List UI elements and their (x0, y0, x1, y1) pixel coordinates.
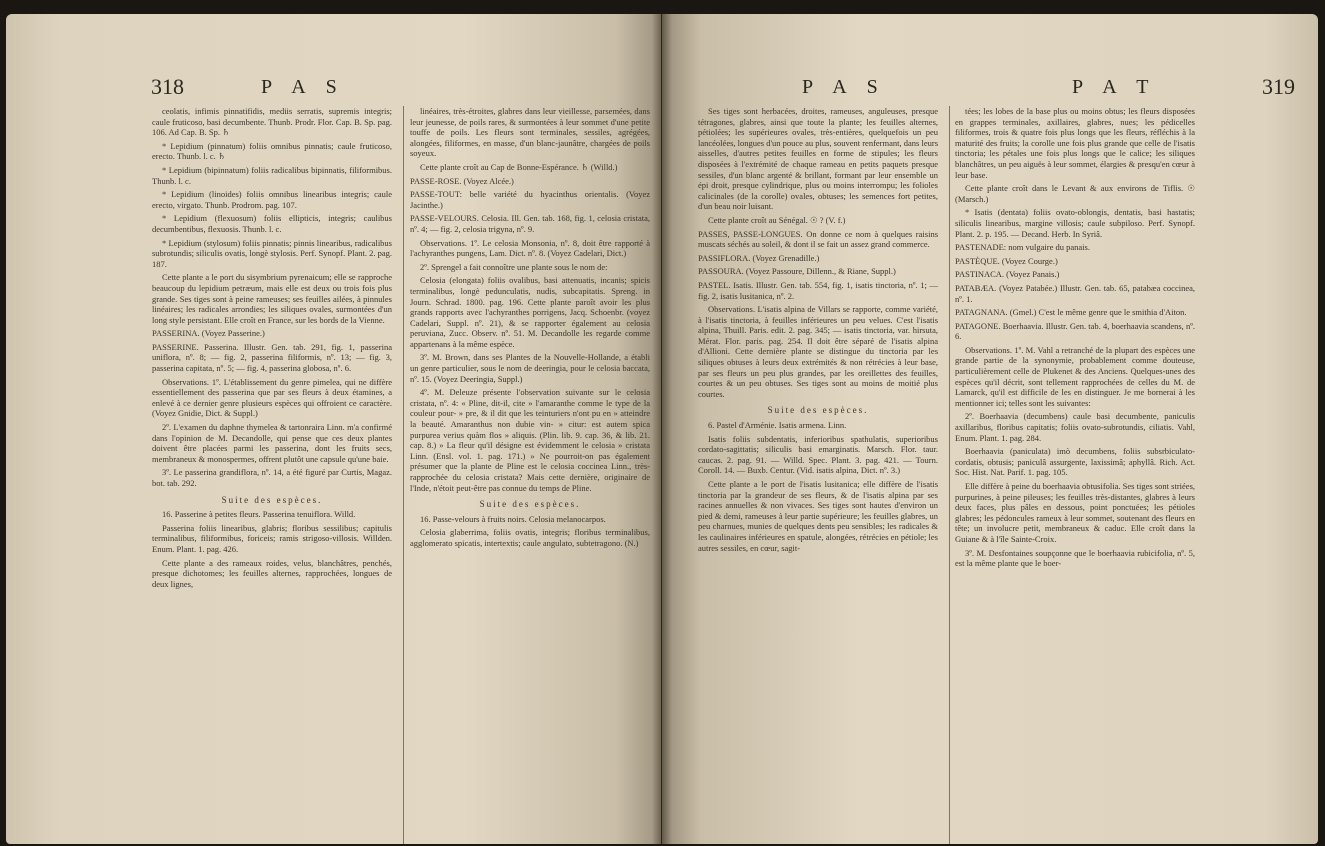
paragraph: ceolatis, infimis pinnatifidis, mediis serratis, supremis integris; caule fruticoso, basi decumbente. Thunb. Prodr. Flor. Cap. B. Sp. pag. 106. Ad Cap. B. Sp. ♄ (152, 106, 392, 138)
paragraph: PASTINACA. (Voyez Panais.) (955, 269, 1060, 280)
paragraph: PATAGONE. Boerhaavia. Illustr. Gen. tab. 4, boerhaavia scandens, nº. 6. (955, 320, 1195, 342)
paragraph: 16. Passerine à petites fleurs. Passerina tenuiflora. Willd. (162, 509, 356, 520)
section-heading: Suite des espèces. (479, 499, 581, 510)
page-number: 319 (1262, 74, 1295, 99)
paragraph: 3º. M. Brown, dans ses Plantes de la Nouvelle-Hollande, a établi un genre particulier, sous le nom de deeringia, pour le celosia baccata, nº. 15. (Voyez Deeringia, Suppl.) (410, 352, 650, 384)
paragraph: tées; les lobes de la base plus ou moins obtus; les fleurs disposées en grappes terminales, axillaires, glabres, nues; les pédicelles filiformes, trois & quatre fois plus longs que les fleurs, réfléchis à la maturité des fruits; la corolle une fois plus grande que celle de l'isatis tinctoria; les pétales une fois plus longs que le calice; les siliques blanchâtres, un peu aiguës à leur sommet, élargies & presqu'en cœur à leur base. (955, 106, 1195, 180)
paragraph: PASSERINE. Passerina. Illustr. Gen. tab. 291, fig. 1, passerina uniflora, nº. 8; — fig. 2, passerina filiformis, nº. 13; — fig. 3, passerina capitata, nº. 5; — fig. 4, passerina globosa, nº. 6. (152, 341, 392, 374)
paragraph: Observations. 1º. L'établissement du genre pimelea, qui ne diffère essentiellement des passerina que par ses fleurs à deux étamines, a enlevé à ce dernier genre plusieurs espèces qui offroient ce caractère. (Voyez Gnidie, Dict. & Suppl.) (152, 376, 392, 419)
paragraph: PASSOURA. (Voyez Passoure, Dillenn., & Riane, Suppl.) (698, 266, 896, 277)
paragraph: Cette plante a le port de l'isatis lusitanica; elle diffère de l'isatis tinctoria par la grandeur de ses fleurs, & de l'isatis alpina par ses racines annuelles & non vivaces. Ses tiges sont hautes d'environ un pied & demi, rameuses à leur partie supérieure; les feuilles glabres, un peu charnues, munies de quelques dents peu sensibles; les radicales & les caulinaires inférieures en spatule, alongées, rétrécies en pétiole; les autres sessiles, en cœur, sagit- (698, 479, 938, 553)
paragraph: * Lepidium (stylosum) foliis pinnatis; pinnis linearibus, radicalibus subrotundis; siliculis ovatis, longè stylosis. Perf. Synopf. Plant. 2. pag. 187. (152, 237, 392, 269)
right-column-2 (955, 106, 1195, 572)
paragraph: Celosia glaberrima, foliis ovatis, integris; floribus terminalibus, agglomerato spicatis, intertextis; caule angulato, subtetragono. (N.) (410, 527, 650, 548)
paragraph: Observations. 1º. Le celosia Monsonia, nº. 8, doit être rapporté à l'achyranthes pungens, Lam. Dict. nº. 8. (Voyez Cadelari, Dict.) (410, 237, 650, 259)
paragraph: 3º. M. Desfontaines soupçonne que le boerhaavia rubicifolia, nº. 5, est la même plante que le boer- (955, 547, 1195, 569)
paragraph: * Lepidium (linoides) foliis omnibus linearibus integris; caule erecto, virgato. Thunb. Prodrom. pag. 107. (152, 189, 392, 210)
section-heading: Suite des espèces. (767, 405, 869, 416)
paragraph: * Lepidium (pinnatum) foliis omnibus pinnatis; caule fruticoso, erecto. Thunb. l. c. ♄ (152, 140, 392, 162)
paragraph: Passerina foliis linearibus, glabris; floribus sessilibus; capitulis terminalibus, filiformibus, foriceis; ramis strigoso-villosis. Willden. Enum. Plant. 1. pag. 426. (152, 522, 392, 554)
right-column-1 (698, 106, 938, 556)
paragraph: 2º. Sprengel a fait connoître une plante sous le nom de: (420, 261, 608, 272)
paragraph: Cette plante croît au Sénégal. ☉ ? (V. f.) (708, 214, 846, 225)
paragraph: * Lepidium (bipinnatum) foliis radicalibus bipinnatis, filiformibus. Thunb. l. c. (152, 164, 392, 186)
paragraph: 2º. Boerhaavia (decumbens) caule basi decumbente, paniculis axillaribus, floribus capitatis; foliis ovato-subrotundis, ciliatis. Vahl, Enum. Plant. 1. pag. 284. (955, 411, 1195, 443)
column-divider (403, 106, 404, 844)
paragraph: 3º. Le passerina grandiflora, nº. 14, a été figuré par Curtis, Magaz. bot. tab. 292. (152, 467, 392, 488)
paragraph: PATABÆA. (Voyez Patabée.) Illustr. Gen. tab. 65, patabæa coccinea, nº. 1. (955, 282, 1195, 304)
paragraph: PASSE-ROSE. (Voyez Alcée.) (410, 175, 514, 186)
page-number: 318 (151, 74, 184, 99)
paragraph: 4º. M. Deleuze présente l'observation suivante sur le celosia cristata, nº. 4: « Pline, dit-il, cite » l'amaranthe comme le type de la couleur pour- » pre, & il dit que les teinturiers n'ont pu en » atteindre la beauté. Amaranthus non dubie vin- » citur: est autem spica purpurea verius quàm flos » aliquis. (Plin. lib. 9. cap. 36, & lib. 21. cap. 8.) » La fleur qu'il désigne est évidemment le celosia » cristata Linn. (Ensl. vol. 1. pag. 171.) » Ne pourroit-on pas également présumer que la plante de Pline est le celosia coccinea Linn., très-rapprochée du celosia cristata? Mais cette dernière, originaire de l'Inde, n'étoit peut-être pas connue du temps de Pline. (410, 387, 650, 493)
paragraph: 16. Passe-velours à fruits noirs. Celosia melanocarpos. (420, 513, 606, 524)
section-heading: Suite des espèces. (221, 494, 323, 505)
paragraph: PATAGNANA. (Gmel.) C'est le même genre que le smithia d'Aiton. (955, 307, 1187, 318)
paragraph: Cette plante a le port du sisymbrium pyrenaicum; elle se rapproche beaucoup du lepidium petræum, mais elle est deux ou trois fois plus grande. Ses tiges sont à peine rameuses; ses feuilles ailées, à pinnules linéaires; les radicales arrondies; les siliques ovales, surmontées d'un long style persistant. Elle croît en France, sur les bords de la Vienne. (152, 272, 392, 325)
paragraph: PASSE-TOUT: belle variété du hyacinthus orientalis. (Voyez Jacinthe.) (410, 189, 650, 210)
paragraph: Boerhaavia (paniculata) imò decumbens, foliis subsrbiculato-cordatis, obtusis; paniculâ assurgente, laxissimâ; aphyllâ. Rich. Act. Soc. Hist. Nat. Parif. 1. pag. 105. (955, 446, 1195, 478)
paragraph: Observations. L'isatis alpina de Villars se rapporte, comme variété, à l'isatis tinctoria, à feuilles inférieures un peu velues. C'est l'isatis alpina, Thuill. Paris. edit. 2. pag. 345; — isatis tinctoria, var. hirsuta, Mérat. Flor. paris. pag. 254. Il doit être séparé de l'isatis alpina d'Allioni. Cette dernière plante se distingue du tinctoria par les siliques obtuses à leurs deux extrémités & non rétrécies à leur base, par ses fleurs un peu plus grandes, par les oreillettes des feuilles, courtes & un peu obtuses. Ses tiges sont au moins de moitié plus courtes. (698, 304, 938, 399)
column-divider (949, 106, 950, 844)
paragraph: Isatis foliis subdentatis, inferioribus spathulatis, superioribus cordato-sagittatis; siliculis basi emarginatis. Marsch. Flor. taur. caucas. 2. pag. 91. — Willd. Spec. Plant. 3. pag. 421. — Tourn. Coroll. 14. — Buxb. Centur. (Vid. isatis alpina, Dict. nº. 3.) (698, 433, 938, 476)
paragraph: 6. Pastel d'Arménie. Isatis armena. Linn. (708, 420, 847, 431)
paragraph: * Isatis (dentata) foliis ovato-oblongis, dentatis, basi hastatis; siliculis linearibus, margine villosis; caule subpiloso. Perf. Synopf. Plant. 2. p. 195. — Decand. Herb. In Syriâ. (955, 207, 1195, 239)
right-page (662, 14, 1318, 844)
paragraph: Ses tiges sont herbacées, droites, rameuses, anguleuses, presque tétragones, glabres, ainsi que toute la plante; les feuilles alternes, pétiolées; les supérieures ovales, très-entières, quelquefois un peu lancéolées, longues d'un pouce au plus, souvent renfermant, dans leurs aisselles, d'autres petites feuilles en forme de stipules; les fleurs disposées à l'extrémité de chaque rameau en petits paquets presque sessiles, d'un blanc argenté & brillant, formant par leur ensemble un épi droit, presque cylindrique, plus ou moins interrompu; les folioles calicinales (de la corolle) ovales, obtuses; les semences fort petites, d'un beau noir luisant. (698, 106, 938, 212)
paragraph: Cette plante a des rameaux roides, velus, blanchâtres, penchés, presque dichotomes; les feuilles alternes, rapprochées, longues de deux lignes, (152, 557, 392, 589)
paragraph: * Lepidium (flexuosum) foliis ellipticis, integris; caulibus decumbentibus, flexuosis. Thunb. l. c. (152, 213, 392, 234)
paragraph: Observations. 1º. M. Vahl a retranché de la plupart des espèces une grande partie de la synonymie, probablement comme douteuse, particulièrement celle de Plukenet & des Anciens. Quelques-unes des espèces qu'il décrit, sont tellement rapprochées de celles du M. de Lamarck, qu'il est difficile de les en distinguer. Je me bornerai à les mentionner ici; telles sont les suivantes: (955, 344, 1195, 408)
paragraph: PASSE-VELOURS. Celosia. Ill. Gen. tab. 168, fig. 1, celosia cristata, nº. 4; — fig. 2, celosia trigyna, nº. 9. (410, 213, 650, 234)
left-column-2 (410, 106, 650, 552)
paragraph: linéaires, très-étroites, glabres dans leur vieillesse, parsemées, dans leur jeunesse, de poils rares, & surmontées à leur sommet d'une petite touffe de poils. Les fleurs sont terminales, sessiles, agrégées, alongées, filiformes, en masse, d'un blanc-jaunâtre, chargées de poils soyeux. (410, 106, 650, 159)
running-header: P A S (261, 76, 345, 98)
paragraph: 2º. L'examen du daphne thymelea & tartonraira Linn. m'a confirmé dans l'opinion de M. Decandolle, qui pense que ces deux plantes doivent être placées parmi les passerina, dont les fruits secs, membraneux & monospermes, offrent plutôt une capsule qu'une baie. (152, 422, 392, 464)
paragraph: PASTEL. Isatis. Illustr. Gen. tab. 554, fig. 1, isatis tinctoria, nº. 1; — fig. 2, isatis lusitanica, nº. 2. (698, 279, 938, 301)
left-page (6, 14, 661, 844)
paragraph: Cette plante croît au Cap de Bonne-Espérance. ♄ (Willd.) (420, 161, 618, 172)
book-gutter (652, 14, 672, 844)
running-header-left: P A S (802, 76, 886, 98)
paragraph: PASTÈQUE. (Voyez Courge.) (955, 255, 1058, 266)
running-header-right: P A T (1072, 76, 1157, 98)
paragraph: Elle diffère à peine du boerhaavia obtusifolia. Ses tiges sont striées, purpurines, à peine pileuses; les feuilles très-distantes, glabres à leurs deux faces, plus pâles en dessous, point ponctuées; les pétioles glabres; les pédoncules rameux à leur sommet, soutenant des fleurs en tête; un involucre petit, membraneux & caduc. Elle croît dans la Guiane & à l'île Sainte-Croix. (955, 481, 1195, 544)
paragraph: PASTENADE: nom vulgaire du panais. (955, 242, 1090, 253)
paragraph: Celosia (elongata) foliis ovalibus, basi attenuatis, incanis; spicis terminalibus, longè pedunculatis, nudis, subcapitatis. Spreng. in Journ. Schrad. 1800. pag. 196. Cette plante paroît avoir les plus grands rapports avec l'achyranthes porrigens, Jacq. Schoenbr. (voyez Cadelari, Suppl. nº. 21), & se rapporter également au celosia peruviana, Zucc. Observ. nº. 51. M. Decandolle les regarde comme appartenans à la même espèce. (410, 275, 650, 349)
paragraph: PASSERINA. (Voyez Passerine.) (152, 328, 265, 339)
paragraph: PASSIFLORA. (Voyez Grenadille.) (698, 252, 820, 263)
left-column-1 (152, 106, 392, 592)
paragraph: Cette plante croît dans le Levant & aux environs de Tiflis. ☉ (Marsch.) (955, 183, 1195, 204)
paragraph: PASSES, PASSE-LONGUES. On donne ce nom à quelques raisins muscats séchés au soleil, & dont il se fait un assez grand commerce. (698, 228, 938, 250)
